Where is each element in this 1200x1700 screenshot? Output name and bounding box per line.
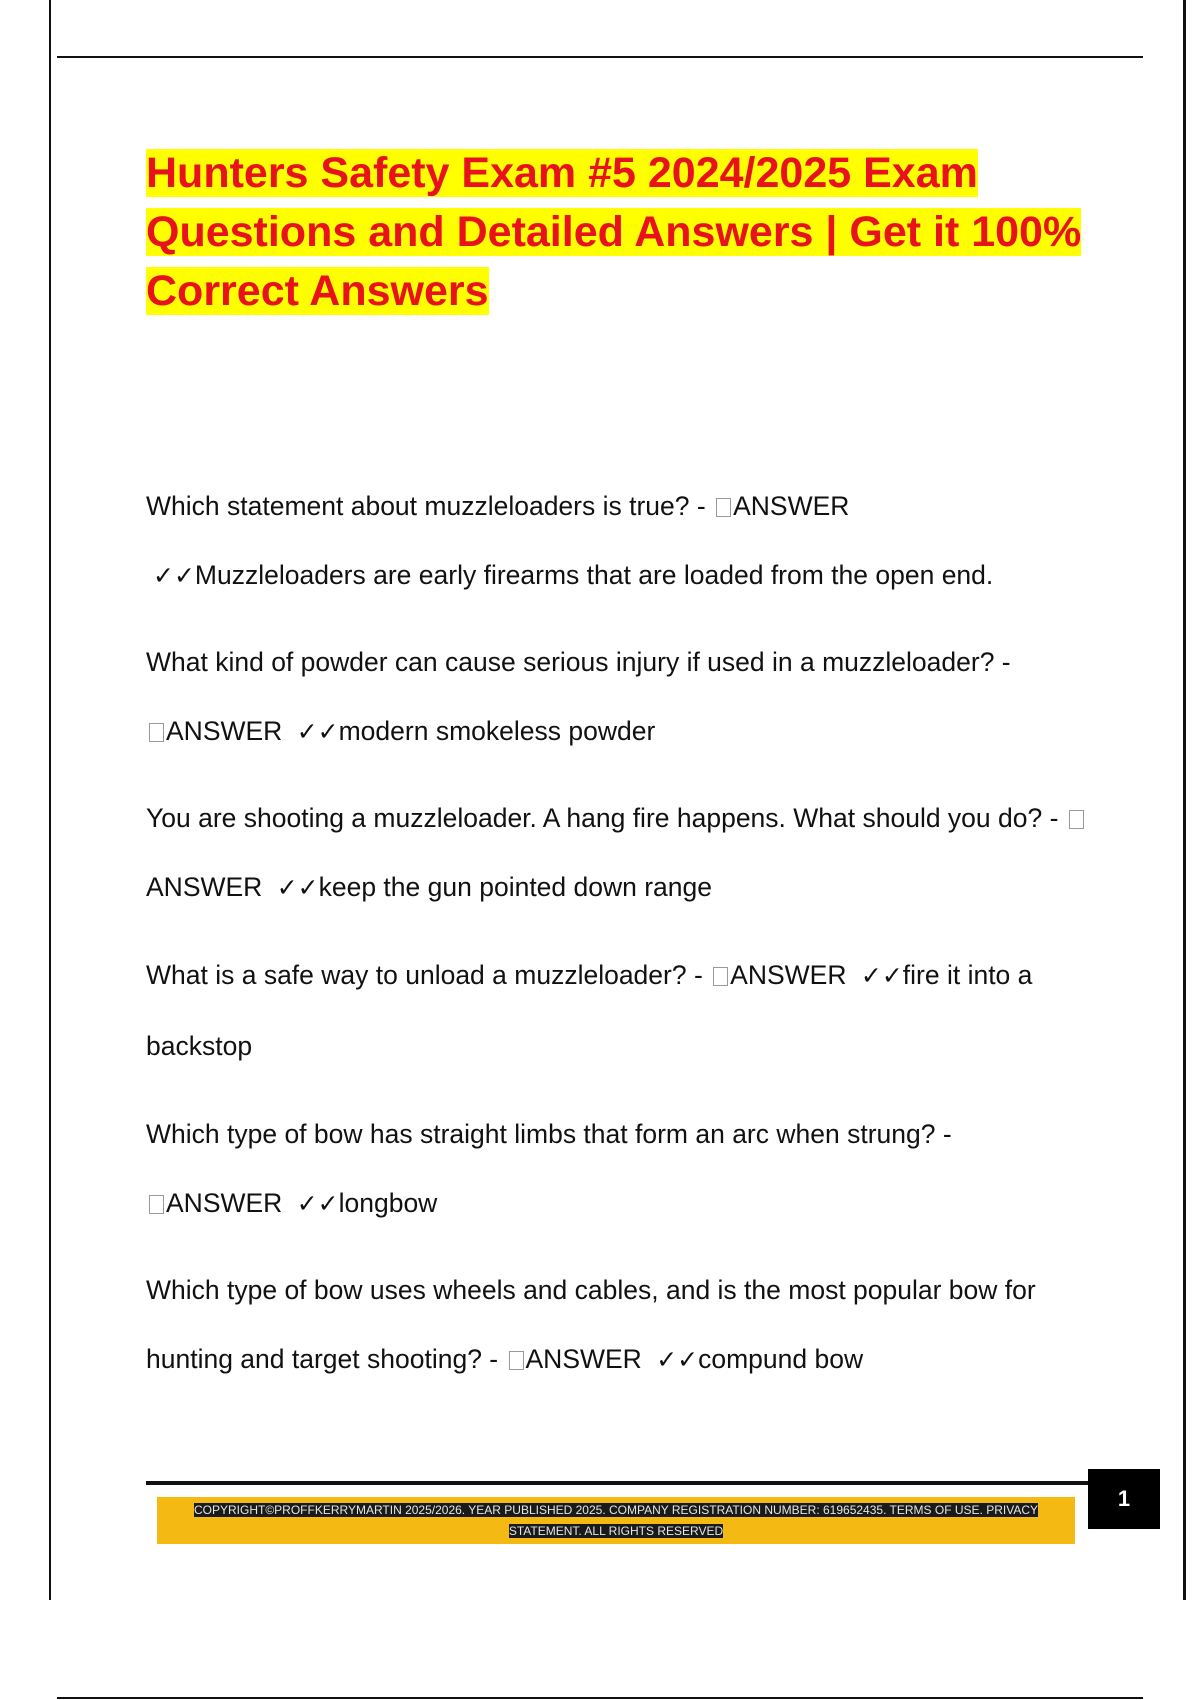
- qa-item: [146, 1256, 1106, 1394]
- answer-label: ANSWER: [166, 716, 283, 746]
- qa-item: [146, 472, 1106, 610]
- question-text: Which statement about muzzleloaders is true? -: [146, 491, 706, 521]
- answer-label: ANSWER: [166, 1188, 283, 1218]
- double-check-icon: ✓✓: [296, 1189, 339, 1218]
- question-text: You are shooting a muzzleloader. A hang fire happens. What should you do? -: [146, 803, 1059, 833]
- answer-text: keep the gun pointed down range: [318, 872, 713, 902]
- missing-glyph-box-icon: [149, 723, 164, 742]
- footer-divider: [146, 1481, 1088, 1485]
- missing-glyph-box-icon: [1069, 810, 1084, 829]
- question-text: Which type of bow has straight limbs that form an arc when strung? -: [146, 1119, 952, 1149]
- question-text: What kind of powder can cause serious injury if used in a muzzleloader? -: [146, 647, 1011, 677]
- answer-text: compund bow: [698, 1344, 864, 1374]
- double-check-icon: ✓✓: [276, 873, 319, 902]
- qa-item: [146, 1100, 1106, 1238]
- answer-text: fire it into a backstop: [146, 960, 1033, 1061]
- copyright-notice-text: COPYRIGHT©PROFFKERRYMARTIN 2025/2026. YEAR PUBLISHED 2025. COMPANY REGISTRATION NUMBER: 619652435. TERMS OF USE. PRIVACY STATEMENT. ALL RIGHTS RESERVED: [194, 1503, 1038, 1538]
- answer-text: modern smokeless powder: [338, 716, 656, 746]
- question-text: What is a safe way to unload a muzzleloader? -: [146, 960, 703, 990]
- double-check-icon: ✓✓: [860, 961, 903, 990]
- answer-label: ANSWER: [525, 1344, 642, 1374]
- document-title-text: Hunters Safety Exam #5 2024/2025 Exam Questions and Detailed Answers | Get it 100% Correct Answers: [146, 149, 1082, 315]
- question-text: Which type of bow uses wheels and cables, and is the most popular bow for hunting and target shooting? -: [146, 1275, 1036, 1374]
- missing-glyph-box-icon: [509, 1351, 524, 1370]
- qa-list: [146, 472, 1106, 1412]
- answer-label: ANSWER: [146, 872, 263, 902]
- answer-text: Muzzleloaders are early firearms that are loaded from the open end.: [194, 560, 994, 590]
- qa-item: [146, 628, 1106, 766]
- missing-glyph-box-icon: [713, 967, 728, 986]
- page-border-left: [49, 0, 51, 1600]
- answer-label: ANSWER: [733, 491, 850, 521]
- double-check-icon: ✓✓: [296, 717, 339, 746]
- header-divider: [57, 56, 1143, 58]
- document-title: [146, 144, 1106, 321]
- page-number: 1: [1088, 1469, 1160, 1529]
- missing-glyph-box-icon: [716, 498, 731, 517]
- copyright-notice: [168, 1500, 1064, 1542]
- double-check-icon: ✓✓: [153, 561, 195, 590]
- missing-glyph-box-icon: [149, 1195, 164, 1214]
- qa-item: [146, 940, 1106, 1082]
- answer-label: ANSWER: [730, 960, 847, 990]
- answer-text: longbow: [338, 1188, 438, 1218]
- next-page-divider: [57, 1697, 1143, 1699]
- qa-item: [146, 784, 1106, 922]
- page-border-right: [1183, 0, 1186, 1600]
- double-check-icon: ✓✓: [656, 1345, 699, 1374]
